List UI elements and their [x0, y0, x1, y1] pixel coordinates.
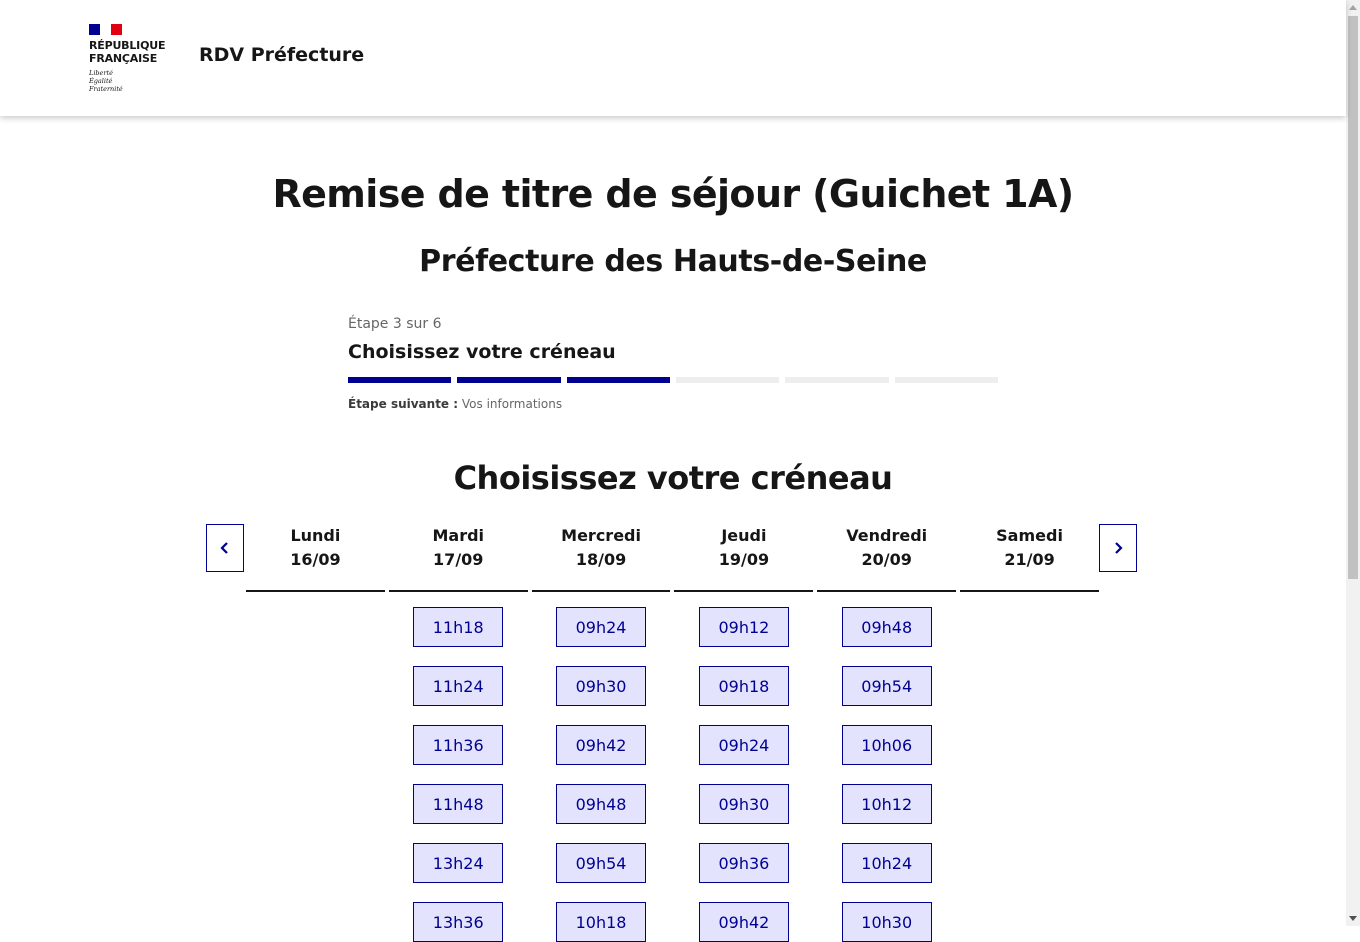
- stepper-progress: [348, 377, 998, 383]
- time-slot-button[interactable]: 09h18: [699, 666, 789, 706]
- page-title: Remise de titre de séjour (Guichet 1A): [272, 172, 1074, 216]
- day-column: [674, 524, 813, 942]
- day-name: Samedi: [996, 526, 1063, 545]
- time-slot-button[interactable]: 11h18: [413, 607, 503, 647]
- time-slot-button[interactable]: 10h24: [842, 843, 932, 883]
- slot-list: [532, 607, 671, 942]
- slot-list: [817, 607, 956, 942]
- time-slot-button[interactable]: 09h42: [556, 725, 646, 765]
- page-subtitle: Préfecture des Hauts-de-Seine: [419, 244, 927, 279]
- stepper-next-step: [348, 397, 998, 411]
- time-slot-button[interactable]: 09h54: [842, 666, 932, 706]
- day-header: [532, 524, 671, 592]
- time-slot-button[interactable]: 09h42: [699, 902, 789, 942]
- day-date: 16/09: [290, 550, 341, 569]
- time-slot-button[interactable]: 09h24: [556, 607, 646, 647]
- stepper-next-label: Étape suivante :: [348, 397, 459, 411]
- day-header: [674, 524, 813, 592]
- stepper-segment: [457, 377, 560, 383]
- time-slot-button[interactable]: 10h06: [842, 725, 932, 765]
- day-date: 21/09: [1004, 550, 1055, 569]
- service-title[interactable]: RDV Préfecture: [199, 44, 365, 66]
- previous-week-button[interactable]: [206, 524, 244, 572]
- day-name: Lundi: [290, 526, 341, 545]
- time-slot-button[interactable]: 09h48: [556, 784, 646, 824]
- stepper-segment: [895, 377, 998, 383]
- time-slot-button[interactable]: 09h30: [699, 784, 789, 824]
- day-column: [960, 524, 1099, 942]
- day-name: Mardi: [432, 526, 485, 545]
- next-week-button[interactable]: [1099, 524, 1137, 572]
- time-slot-button[interactable]: 09h24: [699, 725, 789, 765]
- chevron-left-icon: [218, 541, 232, 555]
- stepper-segment: [567, 377, 670, 383]
- stepper: [348, 316, 998, 411]
- day-column: [817, 524, 956, 942]
- day-column: [389, 524, 528, 942]
- time-slot-button[interactable]: 13h24: [413, 843, 503, 883]
- day-name: Jeudi: [721, 526, 767, 545]
- day-date: 20/09: [861, 550, 912, 569]
- stepper-next-value: Vos informations: [461, 397, 563, 411]
- republique-francaise-logo[interactable]: [89, 24, 179, 93]
- stepper-segment: [676, 377, 779, 383]
- day-date: 17/09: [433, 550, 484, 569]
- calendar-days: [246, 524, 1099, 942]
- time-slot-button[interactable]: 11h48: [413, 784, 503, 824]
- logo-motto: Liberté Égalité Fraternité: [89, 69, 123, 93]
- calendar-heading: Choisissez votre créneau: [453, 459, 893, 497]
- day-name: Mercredi: [561, 526, 641, 545]
- stepper-title: Choisissez votre créneau: [348, 341, 616, 363]
- time-slot-button[interactable]: 10h12: [842, 784, 932, 824]
- scroll-up-arrow-icon[interactable]: [1349, 5, 1357, 10]
- day-column: [532, 524, 671, 942]
- stepper-segment: [785, 377, 888, 383]
- time-slot-button[interactable]: 09h12: [699, 607, 789, 647]
- day-header: [246, 524, 385, 592]
- stepper-segment: [348, 377, 451, 383]
- time-slot-button[interactable]: 09h48: [842, 607, 932, 647]
- day-header: [389, 524, 528, 592]
- logo-text: RÉPUBLIQUE FRANÇAISE: [89, 39, 166, 65]
- day-column: [246, 524, 385, 942]
- day-date: 19/09: [718, 550, 770, 569]
- time-slot-button[interactable]: 11h36: [413, 725, 503, 765]
- time-slot-button[interactable]: 10h30: [842, 902, 932, 942]
- time-slot-button[interactable]: 09h54: [556, 843, 646, 883]
- page-scrollbar[interactable]: [1346, 0, 1360, 926]
- slot-list: [389, 607, 528, 942]
- scrollbar-thumb[interactable]: [1348, 16, 1358, 579]
- scroll-down-arrow-icon[interactable]: [1349, 916, 1357, 921]
- slot-list: [674, 607, 813, 942]
- day-name: Vendredi: [846, 526, 928, 545]
- day-header: [960, 524, 1099, 592]
- day-header: [817, 524, 956, 592]
- day-date: 18/09: [575, 550, 627, 569]
- marianne-flag-icon: [89, 24, 122, 35]
- time-slot-button[interactable]: 10h18: [556, 902, 646, 942]
- chevron-right-icon: [1111, 541, 1125, 555]
- site-header: [0, 0, 1346, 116]
- time-slot-button[interactable]: 13h36: [413, 902, 503, 942]
- time-slot-button[interactable]: 11h24: [413, 666, 503, 706]
- stepper-state: Étape 3 sur 6: [348, 316, 442, 332]
- time-slot-button[interactable]: 09h36: [699, 843, 789, 883]
- time-slot-button[interactable]: 09h30: [556, 666, 646, 706]
